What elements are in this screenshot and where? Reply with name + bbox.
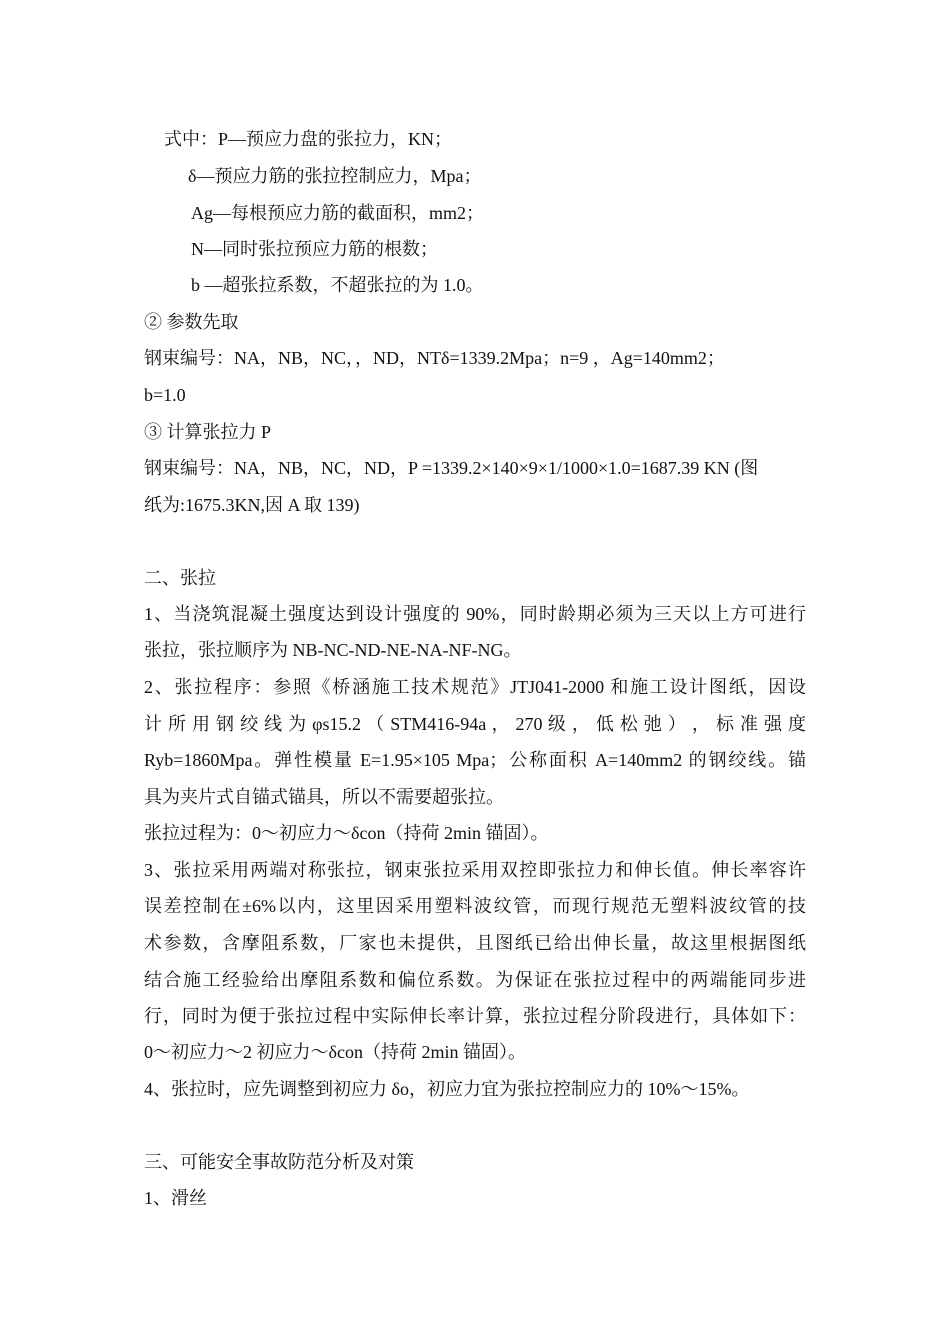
section2-item3-line2: 误差控制在±6%以内，这里因采用塑料波纹管，而现行规范无塑料波纹管的技	[144, 896, 806, 916]
formula-definition-p: 式中：P—预应力盘的张拉力，KN；	[164, 129, 453, 149]
section2-item3-line3: 术参数，含摩阻系数，厂家也未提供，且图纸已给出伸长量，故这里根据图纸	[144, 933, 806, 953]
section2-item2-line3: Ryb=1860Mpa。弹性模量 E=1.95×105 Mpa；公称面积 A=140mm2 的钢绞线。锚	[144, 750, 806, 770]
formula-definition-delta: δ—预应力筋的张拉控制应力，Mpa；	[188, 166, 482, 186]
formula-definition-ag: Ag—每根预应力筋的截面积，mm2；	[191, 203, 484, 223]
formula-definition-b: b —超张拉系数，不超张拉的为 1.0。	[191, 275, 484, 295]
step2-heading: ② 参数先取	[144, 312, 239, 332]
step2-parameters-line2: b=1.0	[144, 385, 186, 405]
section3-item1: 1、滑丝	[144, 1188, 207, 1208]
section2-item2-line2: 计 所 用 钢 绞 线 为 φs15.2 （ STM416-94a ， 270 级 ， 低 松 弛 ） ， 标 准 强 度	[144, 714, 806, 734]
section2-item3-line5: 行，同时为便于张拉过程中实际伸长率计算，张拉过程分阶段进行，具体如下：	[144, 1006, 806, 1026]
section2-item2-line1: 2、张拉程序：参照《桥涵施工技术规范》JTJ041-2000 和施工设计图纸，因设	[144, 677, 806, 697]
formula-definition-n: N—同时张拉预应力筋的根数；	[191, 239, 438, 259]
section2-item2-line4: 具为夹片式自锚式锚具，所以不需要超张拉。	[144, 787, 504, 807]
step3-calculation-line1: 钢束编号：NA，NB，NC，ND，P =1339.2×140×9×1/1000×1.0=1687.39 KN (图	[144, 458, 759, 478]
section2-item3-line4: 结合施工经验给出摩阻系数和偏位系数。为保证在张拉过程中的两端能同步进	[144, 970, 806, 990]
section2-tension-process: 张拉过程为：0～初应力～δcon（持荷 2min 锚固）。	[144, 823, 549, 843]
section3-heading: 三、可能安全事故防范分析及对策	[144, 1152, 414, 1172]
section2-heading: 二、张拉	[144, 568, 216, 588]
step3-heading: ③ 计算张拉力 P	[144, 422, 272, 442]
section2-item3-line6: 0～初应力～2 初应力～δcon（持荷 2min 锚固）。	[144, 1042, 526, 1062]
section2-item1-line2: 张拉，张拉顺序为 NB-NC-ND-NE-NA-NF-NG。	[144, 640, 522, 660]
section2-item4-line1: 4、张拉时，应先调整到初应力 δo，初应力宜为张拉控制应力的 10%～15%。	[144, 1079, 750, 1099]
section2-item1-line1: 1、当浇筑混凝土强度达到设计强度的 90%，同时龄期必须为三天以上方可进行	[144, 604, 806, 624]
step2-parameters-line1: 钢束编号：NA，NB，NC，，ND，NTδ=1339.2Mpa；n=9 ，Ag=140mm2；	[144, 348, 725, 368]
section2-item3-line1: 3、张拉采用两端对称张拉，钢束张拉采用双控即张拉力和伸长值。伸长率容许	[144, 860, 806, 880]
step3-calculation-line2: 纸为:1675.3KN,因 A 取 139)	[144, 495, 360, 515]
